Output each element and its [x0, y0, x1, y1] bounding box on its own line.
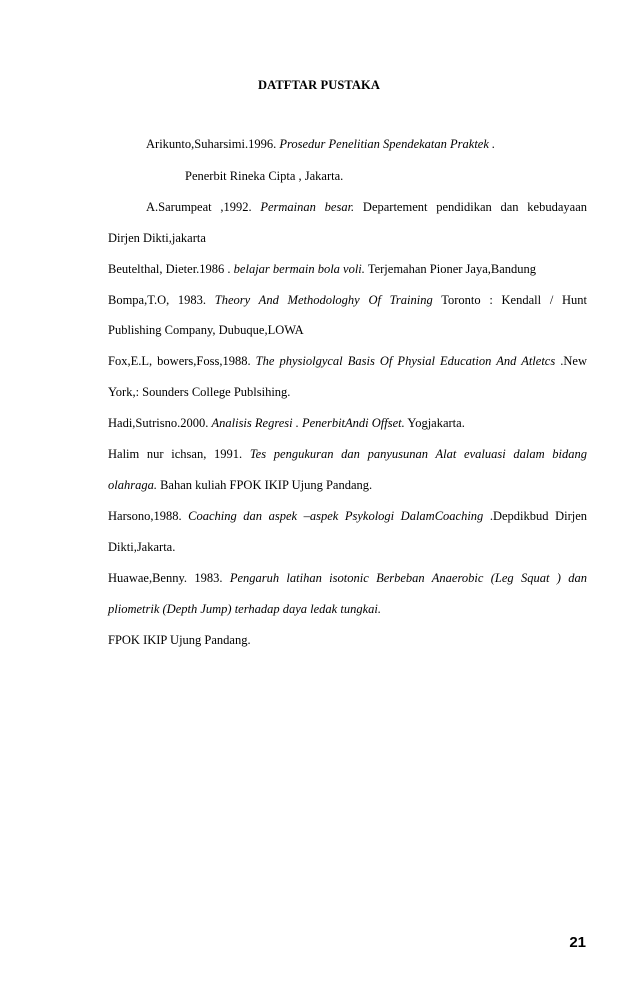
reference-line: [108, 446, 587, 462]
reference-publisher: Terjemahan Pioner Jaya,Bandung: [367, 262, 536, 276]
reference-line: [108, 570, 587, 586]
reference-title: belajar bermain bola voli.: [233, 262, 365, 276]
reference-author: Arikunto,Suharsimi.1996.: [146, 137, 277, 151]
reference-publisher: Toronto : Kendall / Hunt: [441, 293, 587, 307]
reference-publisher: Dirjen Dikti,jakarta: [108, 231, 206, 245]
reference-title: The physiolgycal Basis Of Physial Education And Atletcs: [255, 354, 556, 368]
reference-line: [108, 508, 587, 524]
reference-author: Bompa,T.O, 1983.: [108, 293, 207, 307]
reference-line: [108, 415, 465, 431]
reference-title: Theory And Methodologhy Of Training: [214, 293, 433, 307]
reference-title: Analisis Regresi . PenerbitAndi Offset.: [211, 416, 405, 430]
reference-author: Huawae,Benny. 1983.: [108, 571, 223, 585]
reference-title: Prosedur Penelitian Spendekatan Praktek .: [279, 137, 496, 151]
reference-line: [185, 168, 343, 184]
reference-line: [146, 199, 587, 215]
reference-line: [108, 384, 290, 400]
reference-publisher: Publishing Company, Dubuque,LOWA: [108, 323, 304, 337]
reference-line: [108, 322, 304, 338]
reference-author: Hadi,Sutrisno.2000.: [108, 416, 209, 430]
reference-line: [108, 353, 587, 369]
reference-publisher: Dikti,Jakarta.: [108, 540, 176, 554]
reference-title: Coaching dan aspek –aspek Psykologi DalamCoaching: [188, 509, 484, 523]
reference-title: Permainan besar.: [260, 200, 355, 214]
reference-title: Tes pengukuran dan panyusunan Alat evaluasi dalam bidang: [249, 447, 588, 461]
reference-publisher: .Depdikbud Dirjen: [489, 509, 588, 523]
reference-line: [108, 230, 206, 246]
reference-title: olahraga.: [108, 478, 157, 492]
reference-line: [108, 601, 381, 617]
reference-line: [108, 477, 372, 493]
reference-author: Harsono,1988.: [108, 509, 182, 523]
reference-line: [108, 261, 536, 277]
reference-line: [108, 632, 251, 648]
reference-line: [108, 539, 175, 555]
reference-author: A.Sarumpeat ,1992.: [146, 200, 252, 214]
reference-publisher: Bahan kuliah FPOK IKIP Ujung Pandang.: [160, 478, 373, 492]
reference-publisher: Departement pendidikan dan kebudayaan: [362, 200, 587, 214]
reference-line: [108, 292, 587, 308]
reference-publisher: York,: Sounders College Publsihing.: [108, 385, 291, 399]
reference-publisher: .New: [560, 354, 588, 368]
reference-publisher: Yogjakarta.: [407, 416, 465, 430]
reference-line: [146, 136, 495, 152]
reference-title: Pengaruh latihan isotonic Berbeban Anaerobic (Leg Squat ) dan: [229, 571, 587, 585]
reference-publisher: FPOK IKIP Ujung Pandang.: [108, 633, 251, 647]
reference-publisher: Penerbit Rineka Cipta , Jakarta.: [185, 169, 344, 183]
reference-title: pliometrik (Depth Jump) terhadap daya ledak tungkai.: [108, 602, 381, 616]
reference-author: Fox,E.L, bowers,Foss,1988.: [108, 354, 251, 368]
reference-author: Beutelthal, Dieter.1986 .: [108, 262, 231, 276]
page-title: DATFTAR PUSTAKA: [258, 78, 380, 92]
page-number: 21: [569, 934, 586, 951]
reference-author: Halim nur ichsan, 1991.: [108, 447, 243, 461]
